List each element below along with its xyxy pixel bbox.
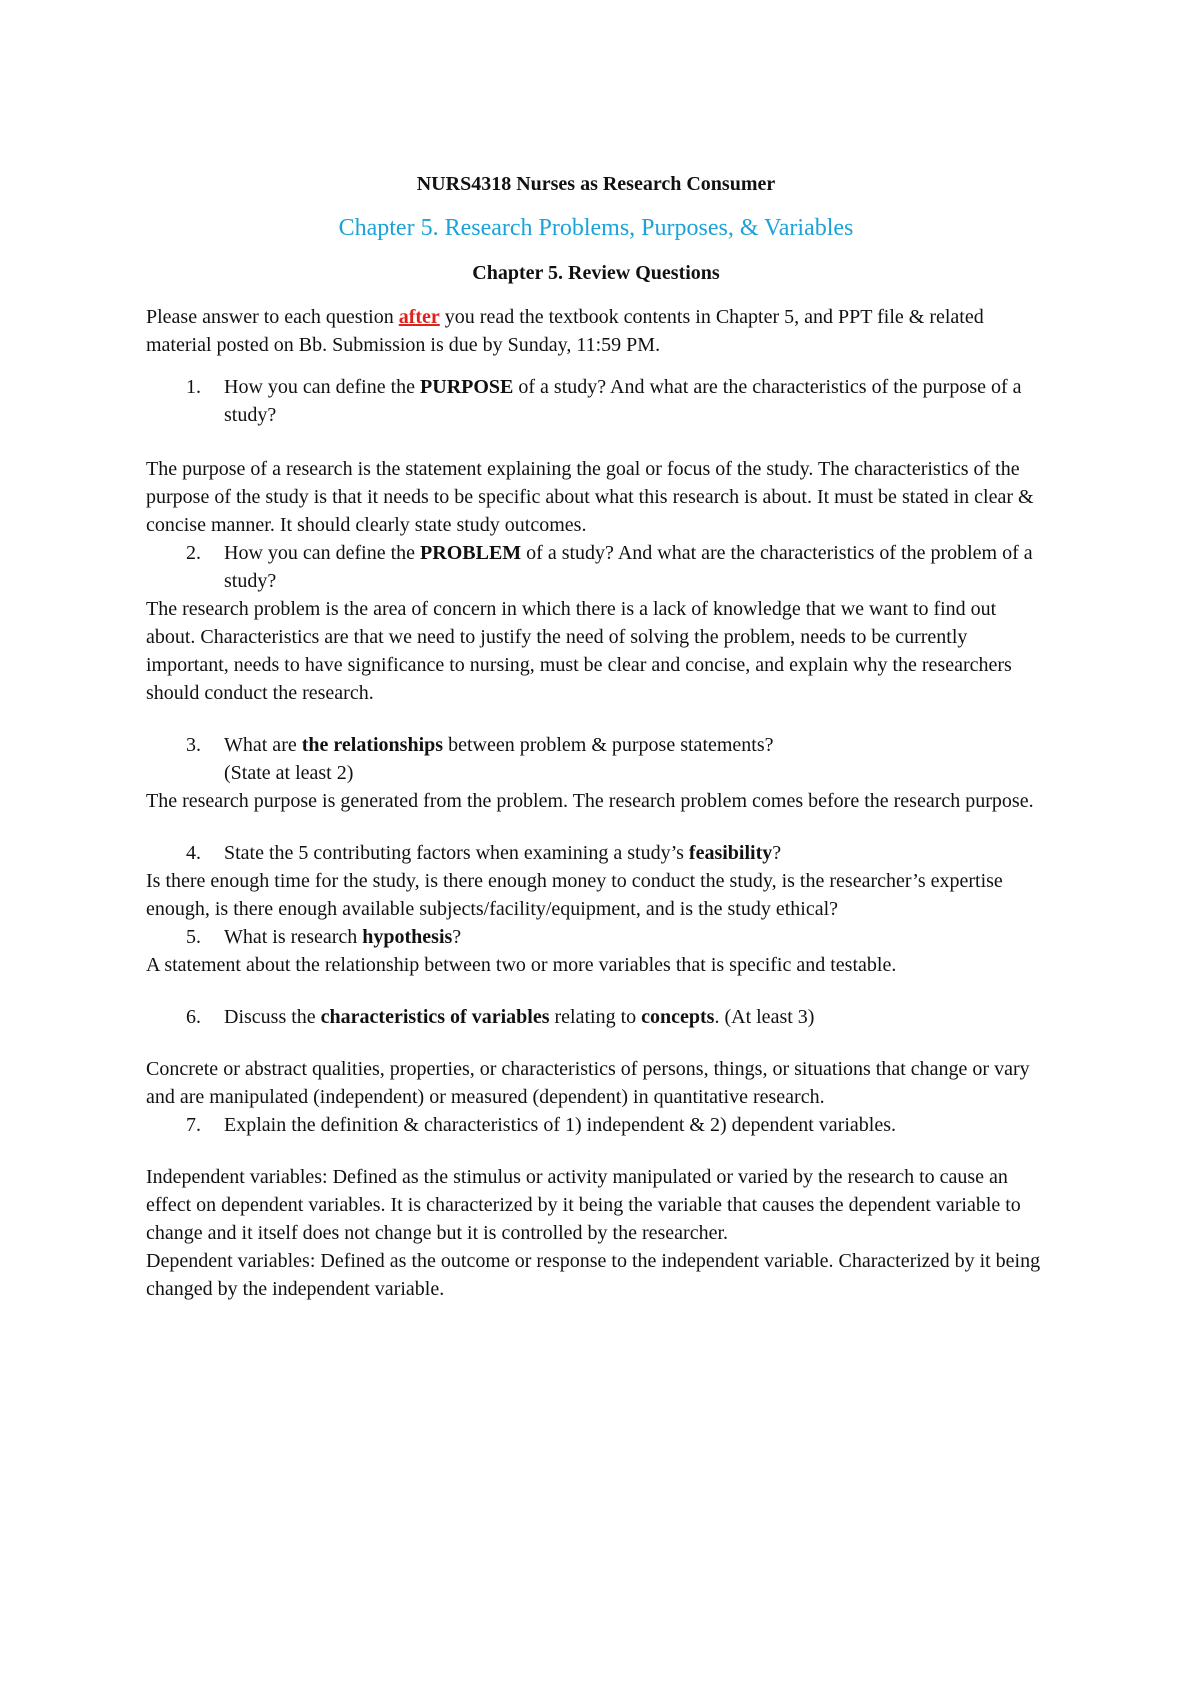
question-number: 7. [186,1114,201,1136]
answer-7-independent: Independent variables: Defined as the stimulus or activity manipulated or varied by the research to cause an effect on dependent variables. It is characterized by it being the variable that causes the dependent variable to change and it itself does not change but it is controlled by the researcher. [146,1166,1021,1244]
question-7: 7. Explain the definition & characteristics of 1) independent & 2) dependent variables. [146,1111,1046,1139]
instructions-text-end: you read the textbook contents in Chapter 5, and PPT file & related material posted on Bb. Submission is due by Sunday, 11:59 PM. [146,306,984,356]
question-number: 6. [186,1006,201,1028]
question-6: 6. Discuss the characteristics of variables relating to concepts. (At least 3) [146,1003,1046,1031]
chapter-title: Chapter 5. Research Problems, Purposes, & Variables [338,215,854,241]
question-1: 1. How you can define the PURPOSE of a study? And what are the characteristics of the purpose of a study? [146,373,1046,429]
question-number: 5. [186,926,201,948]
question-3-note: (State at least 2) [224,762,354,784]
question-number: 4. [186,842,201,864]
answer-3: The research purpose is generated from the problem. The research problem comes before the research purpose. [146,790,1034,812]
answer-7-dependent: Dependent variables: Defined as the outcome or response to the independent variable. Characterized by it being changed by the independent variable. [146,1250,1041,1300]
answer-6: Concrete or abstract qualities, properties, or characteristics of persons, things, or situations that change or vary and are manipulated (independent) or measured (dependent) in quantitative research. [146,1058,1030,1108]
answer-5: A statement about the relationship between two or more variables that is specific and testable. [146,954,897,976]
question-number: 3. [186,734,201,756]
answer-2: The research problem is the area of concern in which there is a lack of knowledge that we want to find out about. Characteristics are that we need to justify the need of solving the problem, needs to be currently important, needs to have significance to nursing, must be clear and concise, and explain why the researchers should conduct the research. [146,598,1012,704]
question-3: 3. What are the relationships between problem & purpose statements? (State at least 2) [146,731,1046,787]
review-title: Chapter 5. Review Questions [472,262,720,284]
instructions-paragraph [146,303,1046,359]
question-2: 2. How you can define the PROBLEM of a study? And what are the characteristics of the problem of a study? [146,539,1046,595]
answer-1: The purpose of a research is the statement explaining the goal or focus of the study. The characteristics of the purpose of the study is that it needs to be specific about what this research is about. It must be stated in clear & concise manner. It should clearly state study outcomes. [146,458,1034,536]
course-title: NURS4318 Nurses as Research Consumer [416,173,776,195]
question-5: 5. What is research hypothesis? [146,923,1046,951]
question-number: 1. [186,376,201,398]
instructions-text-start: Please answer to each question [146,306,399,328]
question-4: 4. State the 5 contributing factors when examining a study’s feasibility? [146,839,1046,867]
answer-4: Is there enough time for the study, is there enough money to conduct the study, is the researcher’s expertise enough, is there enough available subjects/facility/equipment, and is the study ethical? [146,870,1003,920]
document-page [146,170,1046,1303]
instructions-emphasis: after [398,306,440,328]
question-number: 2. [186,542,201,564]
